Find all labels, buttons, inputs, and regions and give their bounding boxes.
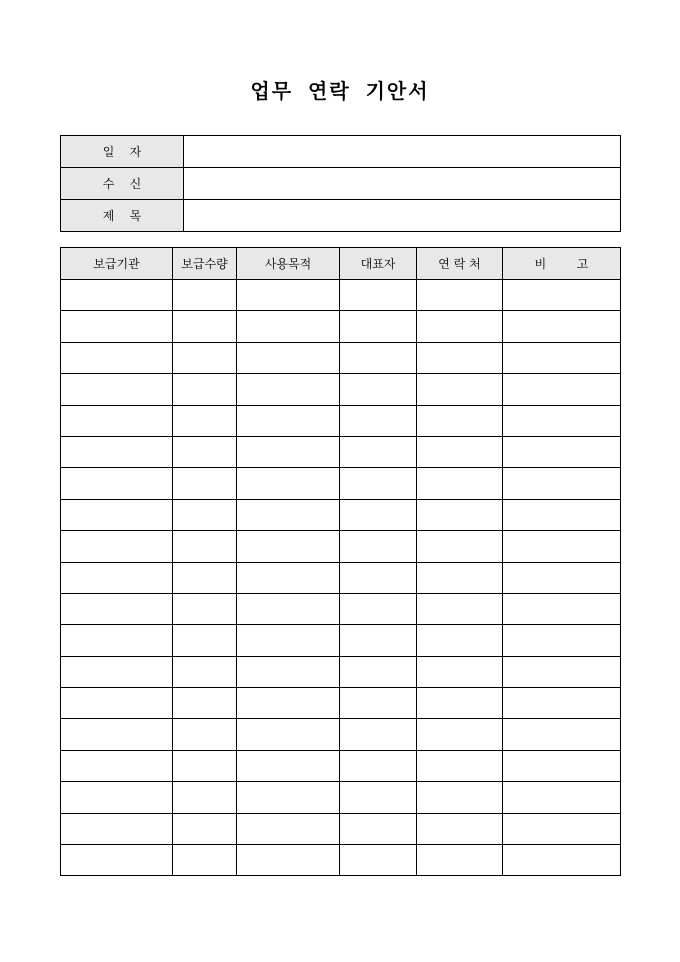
document-title: 업무 연락 기안서 bbox=[250, 79, 430, 103]
table-row bbox=[61, 656, 621, 687]
representative-cell[interactable] bbox=[340, 374, 417, 405]
representative-cell[interactable] bbox=[340, 719, 417, 750]
supply-agency-cell[interactable] bbox=[61, 719, 173, 750]
remarks-cell[interactable] bbox=[503, 719, 621, 750]
info-row-subject bbox=[61, 200, 621, 232]
contact-cell[interactable] bbox=[417, 499, 503, 530]
purpose-cell[interactable] bbox=[237, 593, 340, 624]
supply-quantity-cell[interactable] bbox=[173, 593, 237, 624]
contact-cell[interactable] bbox=[417, 719, 503, 750]
supply-quantity-cell[interactable] bbox=[173, 468, 237, 499]
contact-cell[interactable] bbox=[417, 750, 503, 781]
remarks-cell[interactable] bbox=[503, 593, 621, 624]
representative-cell[interactable] bbox=[340, 280, 417, 311]
info-row-date bbox=[61, 136, 621, 168]
representative-cell[interactable] bbox=[340, 750, 417, 781]
purpose-cell[interactable] bbox=[237, 499, 340, 530]
remarks-cell[interactable] bbox=[503, 813, 621, 844]
representative-cell[interactable] bbox=[340, 531, 417, 562]
contact-cell[interactable] bbox=[417, 374, 503, 405]
supply-quantity-cell[interactable] bbox=[173, 719, 237, 750]
table-row bbox=[61, 436, 621, 467]
table-row bbox=[61, 593, 621, 624]
supply-agency-cell[interactable] bbox=[61, 405, 173, 436]
supply-agency-cell[interactable] bbox=[61, 593, 173, 624]
remarks-cell[interactable] bbox=[503, 374, 621, 405]
supply-agency-cell[interactable] bbox=[61, 562, 173, 593]
table-row bbox=[61, 342, 621, 373]
subject-field[interactable] bbox=[184, 200, 621, 232]
purpose-cell[interactable] bbox=[237, 656, 340, 687]
recipient-field[interactable] bbox=[184, 168, 621, 200]
header-supply-agency: 보급기관 bbox=[61, 248, 173, 280]
supply-quantity-cell[interactable] bbox=[173, 280, 237, 311]
supply-agency-cell[interactable] bbox=[61, 374, 173, 405]
purpose-cell[interactable] bbox=[237, 750, 340, 781]
purpose-cell[interactable] bbox=[237, 719, 340, 750]
supply-agency-cell[interactable] bbox=[61, 656, 173, 687]
table-row bbox=[61, 845, 621, 876]
supply-agency-cell[interactable] bbox=[61, 468, 173, 499]
supply-table bbox=[60, 247, 621, 876]
remarks-cell[interactable] bbox=[503, 625, 621, 656]
representative-cell[interactable] bbox=[340, 468, 417, 499]
subject-label: 제 목 bbox=[61, 200, 184, 232]
supply-agency-cell[interactable] bbox=[61, 342, 173, 373]
info-row-recipient bbox=[61, 168, 621, 200]
supply-agency-cell[interactable] bbox=[61, 750, 173, 781]
remarks-cell[interactable] bbox=[503, 311, 621, 342]
purpose-cell[interactable] bbox=[237, 342, 340, 373]
contact-cell[interactable] bbox=[417, 531, 503, 562]
remarks-cell[interactable] bbox=[503, 688, 621, 719]
supply-quantity-cell[interactable] bbox=[173, 813, 237, 844]
supply-quantity-cell[interactable] bbox=[173, 405, 237, 436]
contact-cell[interactable] bbox=[417, 845, 503, 876]
supply-quantity-cell[interactable] bbox=[173, 782, 237, 813]
representative-cell[interactable] bbox=[340, 405, 417, 436]
remarks-cell[interactable] bbox=[503, 656, 621, 687]
supply-agency-cell[interactable] bbox=[61, 436, 173, 467]
supply-quantity-cell[interactable] bbox=[173, 845, 237, 876]
date-label: 일 자 bbox=[61, 136, 184, 168]
purpose-cell[interactable] bbox=[237, 531, 340, 562]
contact-cell[interactable] bbox=[417, 311, 503, 342]
purpose-cell[interactable] bbox=[237, 436, 340, 467]
representative-cell[interactable] bbox=[340, 499, 417, 530]
remarks-cell[interactable] bbox=[503, 405, 621, 436]
info-table bbox=[60, 135, 621, 232]
supply-agency-cell[interactable] bbox=[61, 499, 173, 530]
table-row bbox=[61, 562, 621, 593]
table-header-row bbox=[61, 248, 621, 280]
contact-cell[interactable] bbox=[417, 405, 503, 436]
remarks-cell[interactable] bbox=[503, 280, 621, 311]
supply-quantity-cell[interactable] bbox=[173, 562, 237, 593]
purpose-cell[interactable] bbox=[237, 311, 340, 342]
contact-cell[interactable] bbox=[417, 593, 503, 624]
contact-cell[interactable] bbox=[417, 280, 503, 311]
representative-cell[interactable] bbox=[340, 688, 417, 719]
representative-cell[interactable] bbox=[340, 593, 417, 624]
table-row bbox=[61, 688, 621, 719]
table-row bbox=[61, 468, 621, 499]
contact-cell[interactable] bbox=[417, 342, 503, 373]
representative-cell[interactable] bbox=[340, 813, 417, 844]
supply-quantity-cell[interactable] bbox=[173, 750, 237, 781]
supply-agency-cell[interactable] bbox=[61, 625, 173, 656]
table-row bbox=[61, 499, 621, 530]
remarks-cell[interactable] bbox=[503, 531, 621, 562]
supply-agency-cell[interactable] bbox=[61, 531, 173, 562]
contact-cell[interactable] bbox=[417, 625, 503, 656]
table-row bbox=[61, 531, 621, 562]
purpose-cell[interactable] bbox=[237, 688, 340, 719]
representative-cell[interactable] bbox=[340, 845, 417, 876]
purpose-cell[interactable] bbox=[237, 405, 340, 436]
remarks-cell[interactable] bbox=[503, 342, 621, 373]
table-row bbox=[61, 750, 621, 781]
representative-cell[interactable] bbox=[340, 342, 417, 373]
header-representative: 대표자 bbox=[340, 248, 417, 280]
supply-agency-cell[interactable] bbox=[61, 813, 173, 844]
purpose-cell[interactable] bbox=[237, 625, 340, 656]
remarks-cell[interactable] bbox=[503, 436, 621, 467]
supply-agency-cell[interactable] bbox=[61, 782, 173, 813]
header-remarks: 비 고 bbox=[503, 248, 621, 280]
representative-cell[interactable] bbox=[340, 436, 417, 467]
representative-cell[interactable] bbox=[340, 562, 417, 593]
table-body bbox=[61, 280, 621, 876]
supply-quantity-cell[interactable] bbox=[173, 499, 237, 530]
contact-cell[interactable] bbox=[417, 656, 503, 687]
contact-cell[interactable] bbox=[417, 688, 503, 719]
table-row bbox=[61, 280, 621, 311]
representative-cell[interactable] bbox=[340, 625, 417, 656]
purpose-cell[interactable] bbox=[237, 782, 340, 813]
representative-cell[interactable] bbox=[340, 311, 417, 342]
supply-agency-cell[interactable] bbox=[61, 280, 173, 311]
supply-agency-cell[interactable] bbox=[61, 688, 173, 719]
header-purpose: 사용목적 bbox=[237, 248, 340, 280]
table-row bbox=[61, 625, 621, 656]
table-row bbox=[61, 719, 621, 750]
table-row bbox=[61, 813, 621, 844]
purpose-cell[interactable] bbox=[237, 280, 340, 311]
supply-quantity-cell[interactable] bbox=[173, 436, 237, 467]
date-field[interactable] bbox=[184, 136, 621, 168]
remarks-cell[interactable] bbox=[503, 750, 621, 781]
supply-quantity-cell[interactable] bbox=[173, 625, 237, 656]
representative-cell[interactable] bbox=[340, 656, 417, 687]
representative-cell[interactable] bbox=[340, 782, 417, 813]
contact-cell[interactable] bbox=[417, 468, 503, 499]
contact-cell[interactable] bbox=[417, 813, 503, 844]
recipient-label: 수 신 bbox=[61, 168, 184, 200]
purpose-cell[interactable] bbox=[237, 468, 340, 499]
contact-cell[interactable] bbox=[417, 436, 503, 467]
purpose-cell[interactable] bbox=[237, 562, 340, 593]
supply-agency-cell[interactable] bbox=[61, 845, 173, 876]
header-supply-quantity: 보급수량 bbox=[173, 248, 237, 280]
header-contact: 연 락 처 bbox=[417, 248, 503, 280]
supply-agency-cell[interactable] bbox=[61, 311, 173, 342]
table-row bbox=[61, 374, 621, 405]
table-row bbox=[61, 311, 621, 342]
supply-quantity-cell[interactable] bbox=[173, 688, 237, 719]
supply-quantity-cell[interactable] bbox=[173, 374, 237, 405]
purpose-cell[interactable] bbox=[237, 374, 340, 405]
remarks-cell[interactable] bbox=[503, 782, 621, 813]
table-row bbox=[61, 782, 621, 813]
supply-quantity-cell[interactable] bbox=[173, 656, 237, 687]
contact-cell[interactable] bbox=[417, 782, 503, 813]
remarks-cell[interactable] bbox=[503, 468, 621, 499]
remarks-cell[interactable] bbox=[503, 562, 621, 593]
contact-cell[interactable] bbox=[417, 562, 503, 593]
remarks-cell[interactable] bbox=[503, 499, 621, 530]
purpose-cell[interactable] bbox=[237, 813, 340, 844]
supply-quantity-cell[interactable] bbox=[173, 311, 237, 342]
supply-quantity-cell[interactable] bbox=[173, 531, 237, 562]
purpose-cell[interactable] bbox=[237, 845, 340, 876]
supply-quantity-cell[interactable] bbox=[173, 342, 237, 373]
remarks-cell[interactable] bbox=[503, 845, 621, 876]
table-row bbox=[61, 405, 621, 436]
